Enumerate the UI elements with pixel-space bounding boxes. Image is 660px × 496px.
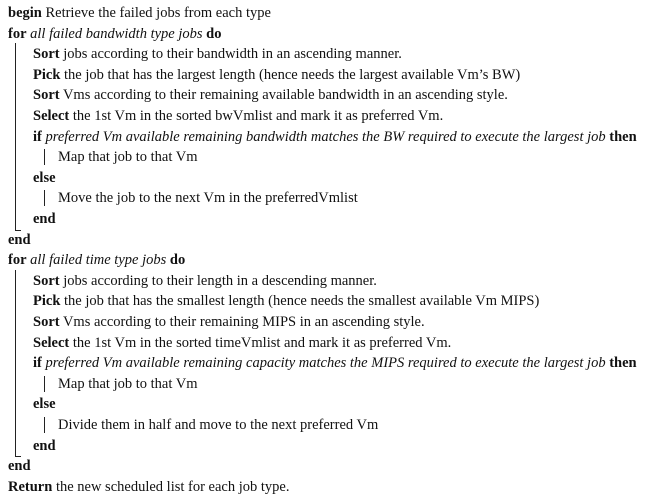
statement-text: the 1st Vm in the sorted timeVmlist and mark it as preferred Vm. [69, 334, 452, 351]
keyword: do [169, 252, 186, 269]
algo-line-begin [8, 4, 271, 22]
else-block-rule [44, 190, 45, 206]
statement-text: the job that has the largest length (hence needs the largest available Vm’s BW) [60, 66, 521, 83]
keyword: Pick [33, 293, 61, 310]
keyword: else [33, 396, 56, 413]
keyword: for [8, 252, 27, 269]
keyword: then [609, 355, 637, 372]
keyword: else [33, 169, 56, 186]
algo-line-divide [58, 416, 378, 434]
algo-line-map-job [58, 375, 198, 393]
then-block-rule [44, 149, 45, 165]
algo-line-map-job [58, 148, 198, 166]
else-block-rule [44, 417, 45, 433]
keyword: Select [33, 334, 70, 351]
keyword: end [8, 458, 31, 475]
algo-line-select-vm [33, 334, 451, 352]
algo-line-sort-jobs [33, 45, 402, 63]
algo-line-pick-job [33, 66, 520, 84]
algo-line-end-for [8, 457, 31, 475]
keyword: Sort [33, 87, 60, 104]
keyword: if [33, 355, 42, 372]
algo-line-for-bandwidth [8, 25, 221, 43]
keyword: Sort [33, 314, 60, 330]
keyword: begin [8, 5, 42, 21]
keyword: Select [33, 108, 70, 124]
loop-condition: all failed bandwidth type jobs [30, 25, 203, 42]
keyword: Return [8, 478, 53, 495]
algo-line-for-time [8, 251, 185, 269]
statement-text: the job that has the smallest length (hence needs the smallest available Vm MIPS) [60, 293, 540, 310]
statement-text: jobs according to their bandwidth in an ascending manner. [59, 46, 402, 63]
algo-line-pick-job [33, 292, 539, 310]
statement-text: jobs according to their length in a descending manner. [59, 272, 377, 289]
statement-text: Move the job to the next Vm in the preferredVmlist [58, 190, 358, 207]
statement-text: Retrieve the failed jobs from each type [41, 5, 271, 21]
statement-text: Vms according to their remaining available bandwidth in an ascending style. [59, 87, 508, 104]
keyword: end [8, 231, 31, 248]
statement-text: the new scheduled list for each job type. [52, 478, 290, 495]
algo-line-if-bandwidth [33, 128, 637, 146]
keyword: Pick [33, 66, 61, 83]
if-condition: preferred Vm available remaining bandwidth matches the BW required to execute the largest job [45, 128, 606, 145]
loop-condition: all failed time type jobs [30, 252, 167, 269]
algo-line-return [8, 478, 289, 496]
keyword: do [206, 25, 222, 42]
keyword: end [33, 211, 56, 227]
keyword: then [609, 128, 637, 145]
keyword: for [8, 25, 27, 42]
keyword: Sort [33, 46, 60, 63]
algo-line-sort-jobs [33, 272, 377, 290]
statement-text: Map that job to that Vm [58, 375, 198, 392]
algo-line-sort-vms [33, 86, 508, 104]
for-block-rule [15, 270, 16, 457]
algo-line-else [33, 169, 56, 187]
for-block-rule-foot [15, 230, 21, 231]
statement-text: the 1st Vm in the sorted bwVmlist and mark it as preferred Vm. [69, 108, 444, 124]
algo-line-end-for [8, 231, 31, 249]
algo-line-if-capacity [33, 354, 637, 372]
keyword: if [33, 128, 42, 145]
statement-text: Vms according to their remaining MIPS in an ascending style. [59, 314, 425, 330]
statement-text: Divide them in half and move to the next preferred Vm [58, 417, 379, 433]
algo-line-else [33, 395, 56, 413]
then-block-rule [44, 376, 45, 392]
algo-line-sort-vms [33, 313, 425, 331]
statement-text: Map that job to that Vm [58, 149, 198, 166]
algo-line-end-if [33, 210, 56, 228]
if-condition: preferred Vm available remaining capacity matches the MIPS required to execute the largest job [45, 355, 606, 372]
algo-line-move-job [58, 189, 358, 207]
algo-line-select-vm [33, 107, 443, 125]
keyword: Sort [33, 272, 60, 289]
for-block-rule [15, 43, 16, 230]
algo-line-end-if [33, 437, 56, 455]
keyword: end [33, 437, 56, 454]
